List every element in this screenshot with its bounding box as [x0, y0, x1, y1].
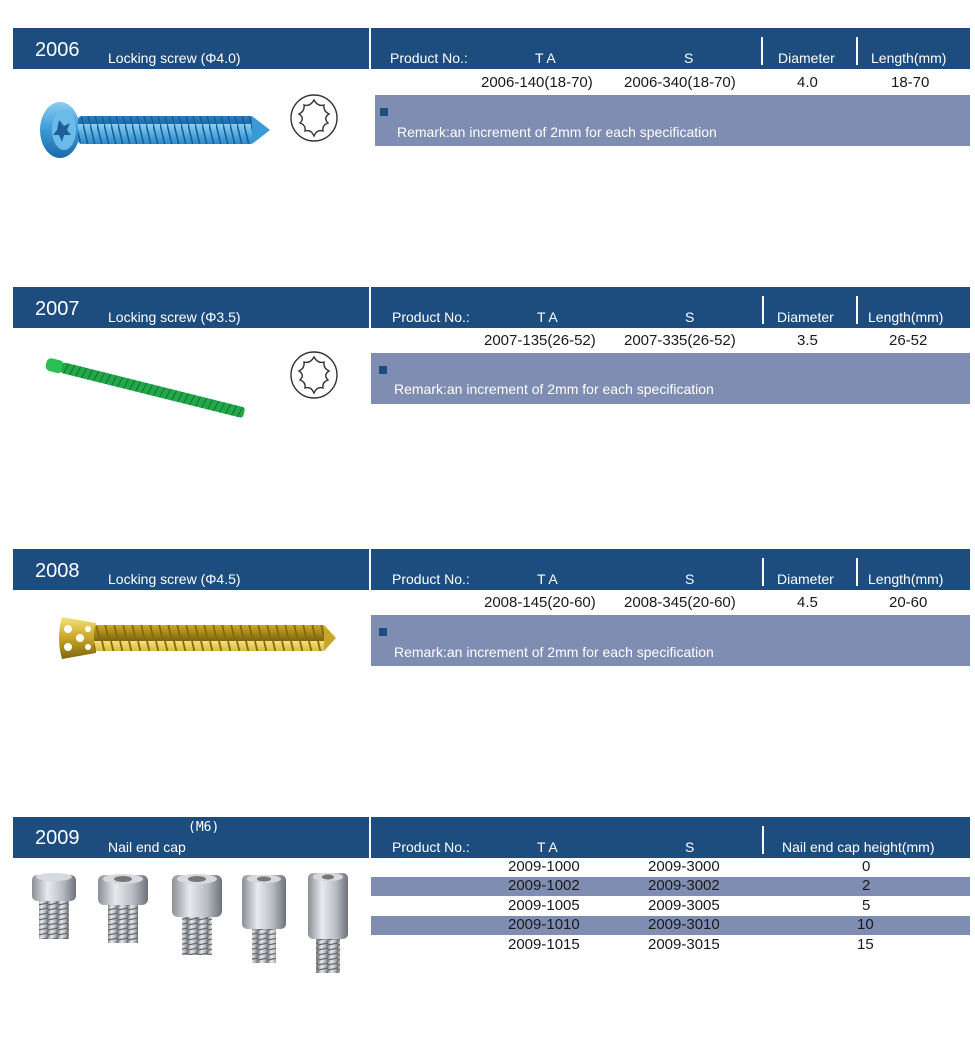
- table-row: [371, 877, 970, 896]
- cell-height: 5: [862, 897, 871, 914]
- product-title: Locking screw (Φ3.5): [108, 309, 241, 325]
- torx-socket-icon: [288, 92, 340, 144]
- remark-text: Remark:an increment of 2mm for each specification: [394, 644, 714, 660]
- header-length: Length(mm): [871, 50, 947, 66]
- section-header-left: [13, 817, 369, 858]
- gold-locking-screw-image: [56, 611, 338, 665]
- cell-s: 2009-3015: [648, 936, 720, 953]
- product-code: 2006: [35, 39, 80, 61]
- spec-table-header: [371, 287, 970, 328]
- header-cap-height: Nail end cap height(mm): [782, 839, 935, 855]
- section-header-left: [13, 549, 369, 590]
- cell-height: 10: [857, 916, 874, 933]
- cell-length: 26-52: [889, 332, 928, 349]
- header-ta: T A: [537, 571, 558, 587]
- header-product-no: Product No.:: [390, 50, 468, 66]
- header-product-no: Product No.:: [392, 571, 470, 587]
- header-diameter: Diameter: [778, 50, 835, 66]
- header-divider: [856, 296, 858, 324]
- cell-ta: 2006-140(18-70): [481, 74, 593, 91]
- bullet-square-icon: [379, 628, 387, 636]
- header-s: S: [685, 309, 695, 325]
- product-title: Nail end cap: [108, 839, 186, 855]
- cell-ta: 2009-1000: [508, 858, 580, 875]
- header-length: Length(mm): [868, 309, 944, 325]
- table-row: [371, 858, 970, 877]
- cell-s: 2009-3005: [648, 897, 720, 914]
- product-title: Locking screw (Φ4.0): [108, 50, 241, 66]
- cell-height: 0: [862, 858, 871, 875]
- product-code: 2008: [35, 560, 80, 582]
- cell-diameter: 3.5: [797, 332, 818, 349]
- cell-length: 20-60: [889, 594, 928, 611]
- remark-text: Remark:an increment of 2mm for each specification: [394, 381, 714, 397]
- cell-height: 2: [862, 877, 871, 894]
- cell-diameter: 4.5: [797, 594, 818, 611]
- table-row: [371, 916, 970, 935]
- header-length: Length(mm): [868, 571, 944, 587]
- header-s: S: [684, 50, 694, 66]
- cell-s: 2009-3000: [648, 858, 720, 875]
- cell-height: 15: [857, 936, 874, 953]
- cell-ta: 2009-1015: [508, 936, 580, 953]
- header-ta: T A: [537, 309, 558, 325]
- header-divider: [761, 37, 763, 65]
- cell-ta: 2008-145(20-60): [484, 594, 596, 611]
- cell-length: 18-70: [891, 74, 930, 91]
- section-header-left: [13, 287, 369, 328]
- green-locking-screw-image: [44, 355, 256, 423]
- cell-ta: 2009-1002: [508, 877, 580, 894]
- cell-s: 2009-3010: [648, 916, 720, 933]
- header-divider: [856, 558, 858, 586]
- product-subtitle: (M6): [188, 820, 220, 835]
- table-row: [371, 936, 970, 955]
- blue-locking-screw-image: [34, 94, 274, 164]
- cell-ta: 2009-1005: [508, 897, 580, 914]
- spec-table-header: [371, 549, 970, 590]
- header-diameter: Diameter: [777, 571, 834, 587]
- torx-socket-icon: [288, 349, 340, 401]
- header-s: S: [685, 571, 695, 587]
- header-divider: [762, 826, 764, 854]
- header-divider: [762, 558, 764, 586]
- product-code: 2009: [35, 827, 80, 849]
- cell-s: 2006-340(18-70): [624, 74, 736, 91]
- remark-band: [371, 615, 970, 666]
- header-ta: T A: [535, 50, 556, 66]
- header-divider: [856, 37, 858, 65]
- cell-diameter: 4.0: [797, 74, 818, 91]
- header-divider: [762, 296, 764, 324]
- cell-ta: 2007-135(26-52): [484, 332, 596, 349]
- header-ta: T A: [537, 839, 558, 855]
- header-s: S: [685, 839, 695, 855]
- bullet-square-icon: [379, 366, 387, 374]
- remark-band: [375, 95, 970, 146]
- header-diameter: Diameter: [777, 309, 834, 325]
- cell-s: 2009-3002: [648, 877, 720, 894]
- nail-end-caps-image: [28, 871, 358, 977]
- section-header-left: [13, 28, 369, 69]
- table-row: [371, 897, 970, 916]
- header-product-no: Product No.:: [392, 839, 470, 855]
- product-code: 2007: [35, 298, 80, 320]
- cell-s: 2007-335(26-52): [624, 332, 736, 349]
- product-title: Locking screw (Φ4.5): [108, 571, 241, 587]
- cell-s: 2008-345(20-60): [624, 594, 736, 611]
- remark-band: [371, 353, 970, 404]
- remark-text: Remark:an increment of 2mm for each specification: [397, 124, 717, 140]
- bullet-square-icon: [380, 108, 388, 116]
- spec-table-header: [371, 28, 970, 69]
- cell-ta: 2009-1010: [508, 916, 580, 933]
- header-product-no: Product No.:: [392, 309, 470, 325]
- spec-table-header: [371, 817, 970, 858]
